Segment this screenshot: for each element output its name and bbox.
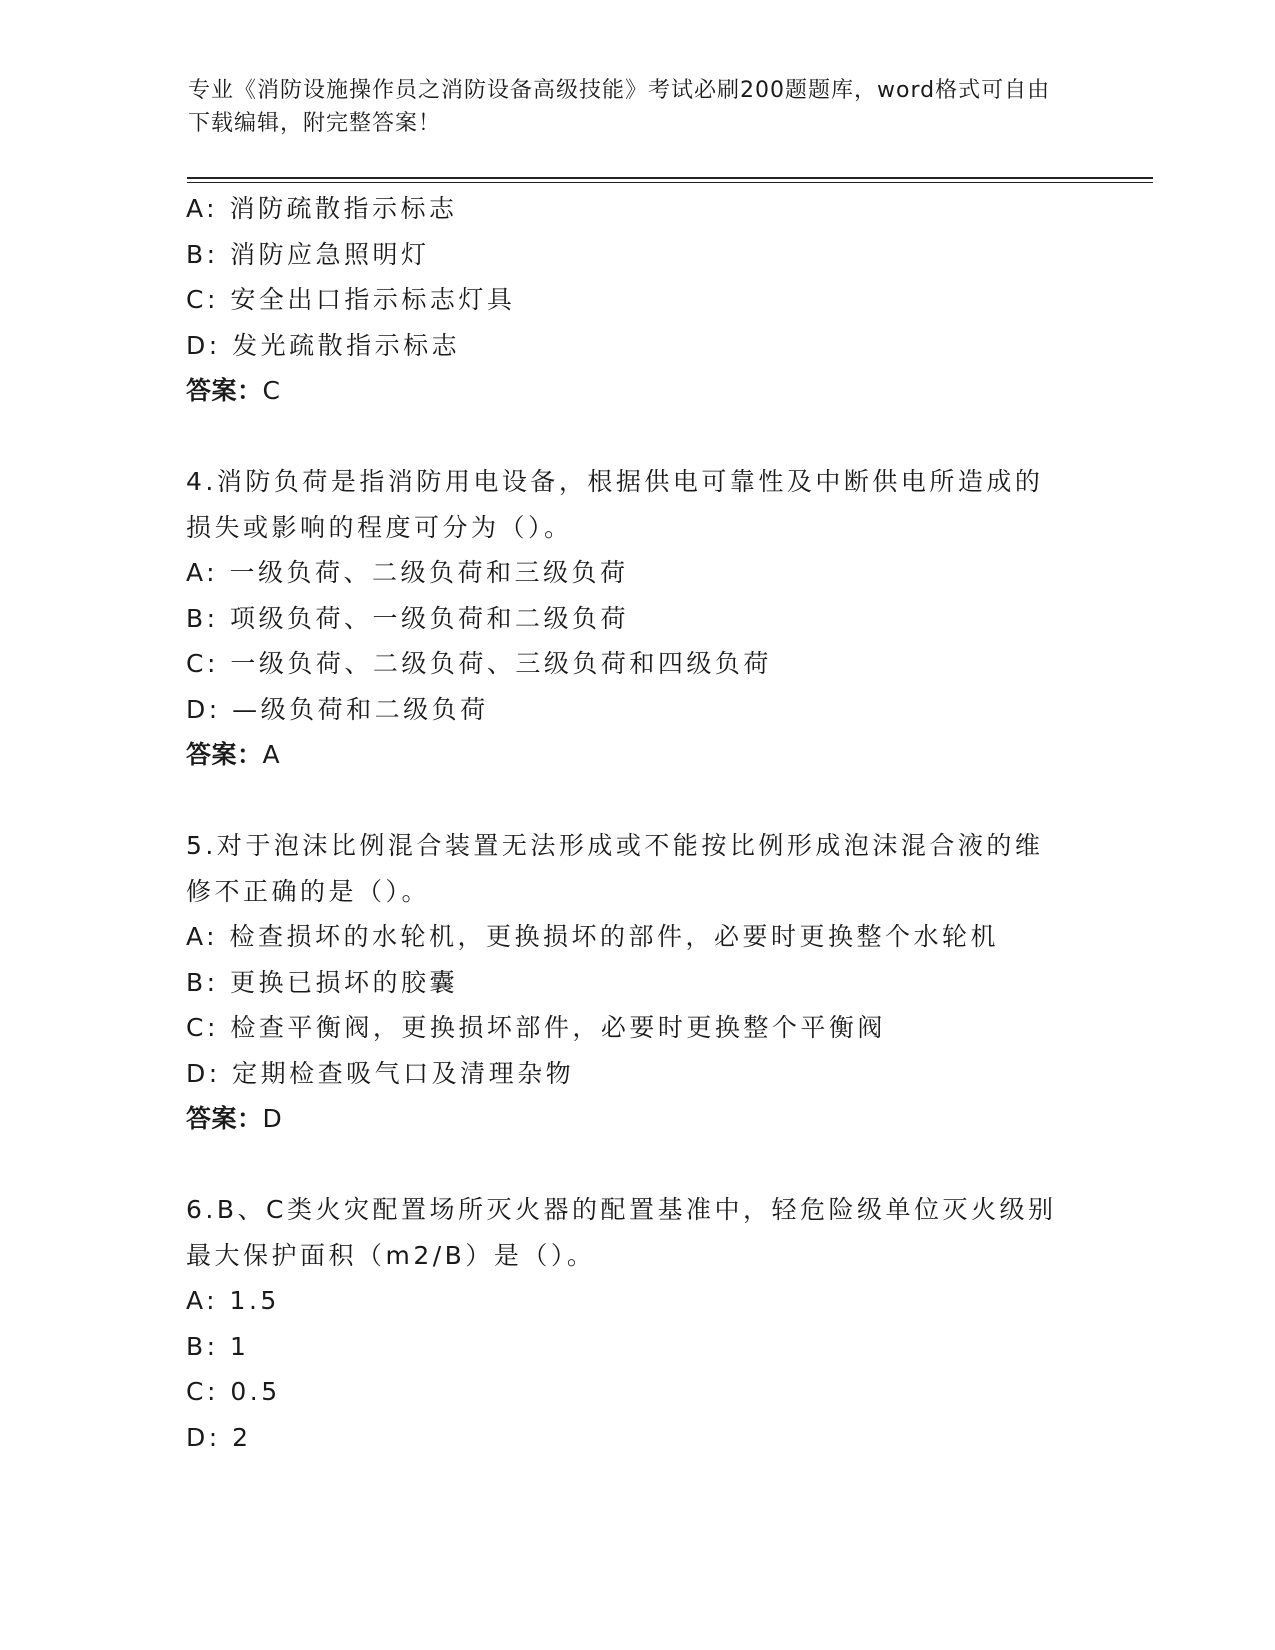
option-d: D: 2 (186, 1422, 252, 1452)
question-list (186, 186, 1086, 1460)
option-b: B: 1 (186, 1331, 250, 1361)
option-b: B: 消防应急照明灯 (186, 239, 430, 269)
question-block-3 (186, 186, 1086, 414)
option-a: A: 检查损坏的水轮机，更换损坏的部件，必要时更换整个水轮机 (186, 922, 1000, 951)
header-divider-thick (187, 177, 1153, 179)
question-stem: 最大保护面积（m2/B）是（）。 (186, 1240, 596, 1270)
answer-line: 答案：D (186, 1104, 283, 1133)
option-c: C: 安全出口指示标志灯具 (186, 285, 516, 314)
answer-line: 答案：C (186, 376, 281, 405)
question-stem: 损失或影响的程度可分为（）。 (186, 512, 573, 542)
option-a: A: 一级负荷、二级负荷和三级负荷 (186, 558, 629, 587)
question-stem: 5.对于泡沫比例混合装置无法形成或不能按比例形成泡沫混合液的维 (186, 831, 1044, 860)
question-stem: 修不正确的是（）。 (186, 876, 431, 906)
option-c: C: 检查平衡阀，更换损坏部件，必要时更换整个平衡阀 (186, 1013, 886, 1042)
option-d: D: 定期检查吸气口及清理杂物 (186, 1058, 575, 1088)
option-c: C: 一级负荷、二级负荷、三级负荷和四级负荷 (186, 649, 772, 678)
question-block-4 (186, 459, 1086, 778)
option-a: A: 1.5 (186, 1286, 280, 1315)
question-stem: 4.消防负荷是指消防用电设备，根据供电可靠性及中断供电所造成的 (186, 467, 1044, 496)
question-block-5 (186, 823, 1086, 1142)
document-header: 专业《消防设施操作员之消防设备高级技能》考试必刷200题题库，word格式可自由下载编辑，附完整答案！ (188, 78, 1051, 136)
option-c: C: 0.5 (186, 1377, 281, 1406)
option-d: D: 发光疏散指示标志 (186, 330, 461, 360)
option-b: B: 项级负荷、一级负荷和二级负荷 (186, 603, 630, 633)
question-stem: 6.B、C类火灾配置场所灭火器的配置基准中，轻危险级单位灭火级别 (186, 1195, 1057, 1224)
header-divider-thin (187, 182, 1153, 183)
option-a: A: 消防疏散指示标志 (186, 194, 458, 223)
question-block-6 (186, 1187, 1086, 1460)
answer-line: 答案：A (186, 740, 281, 769)
option-d: D: —级负荷和二级负荷 (186, 694, 489, 724)
option-b: B: 更换已损坏的胶囊 (186, 967, 459, 997)
